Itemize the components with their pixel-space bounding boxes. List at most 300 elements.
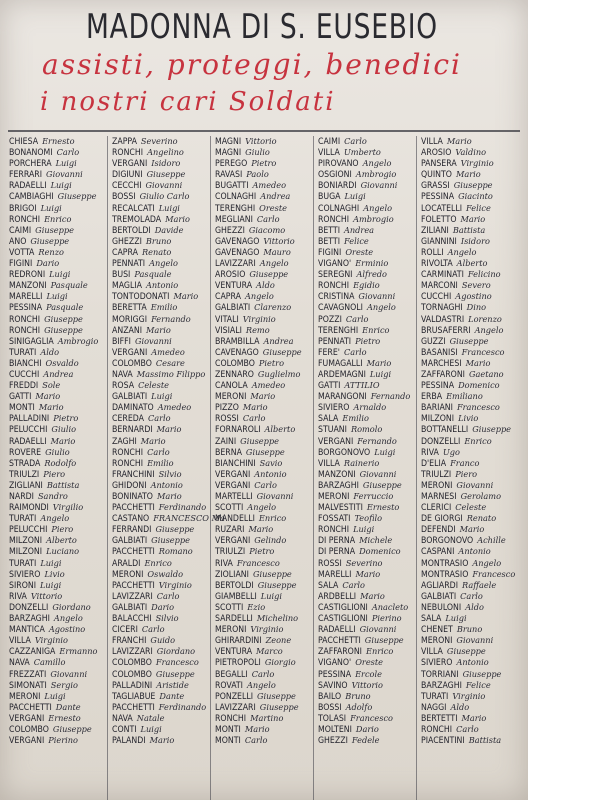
soldier-surname: MARNESI <box>421 492 457 502</box>
soldier-given-name: Giovanni <box>50 668 88 679</box>
soldier-entry <box>215 569 313 580</box>
soldier-entry <box>112 336 210 347</box>
soldier-given-name: Egidio <box>353 280 380 291</box>
soldier-given-name: Giuseppe <box>364 635 404 646</box>
soldier-given-name: Aldo <box>450 701 470 712</box>
soldier-given-name: Giuseppe <box>240 435 279 446</box>
soldier-given-name: Giuseppe <box>262 346 302 357</box>
soldier-given-name: Amedeo <box>252 180 287 191</box>
soldier-surname: VALDASTRI <box>421 314 465 325</box>
soldier-given-name: Ferdinando <box>158 701 207 712</box>
soldier-entry <box>421 691 519 702</box>
soldier-given-name: Francesco <box>350 712 393 723</box>
soldier-surname: MERONI <box>421 480 453 491</box>
soldier-given-name: Giuseppe <box>449 335 489 346</box>
soldier-entry <box>421 580 519 591</box>
soldier-entry <box>9 347 107 358</box>
soldier-entry <box>318 669 416 680</box>
soldier-given-name: Natale <box>136 712 165 723</box>
soldier-given-name: Renato <box>141 246 172 257</box>
soldier-given-name: Enrico <box>464 435 492 446</box>
soldier-surname: PALLADINI <box>112 680 153 691</box>
soldier-entry <box>215 558 313 569</box>
soldier-surname: BRIGOI <box>9 203 37 214</box>
soldier-surname: MARCONI <box>421 281 458 292</box>
soldier-given-name: Mario <box>50 435 76 446</box>
soldier-given-name: Luigi <box>369 368 392 379</box>
soldier-entry <box>9 413 107 424</box>
soldier-given-name: Oswaldo <box>147 568 184 579</box>
soldier-given-name: Carlo <box>141 624 165 635</box>
soldier-given-name: Giovanni <box>46 169 83 180</box>
soldier-given-name: Mario <box>146 324 171 335</box>
soldier-entry <box>215 391 313 402</box>
page-title: MADONNA DI S. EUSEBIO <box>86 7 438 47</box>
soldier-entry <box>9 535 107 546</box>
soldier-given-name: Mario <box>355 568 381 579</box>
soldier-entry <box>421 657 519 668</box>
soldier-given-name: Anacleto <box>371 601 409 612</box>
soldier-surname: VILLA <box>421 137 443 147</box>
soldier-given-name: Luigi <box>40 579 62 590</box>
soldier-given-name: Martino <box>250 712 284 723</box>
soldier-surname: PESSINA <box>9 303 43 314</box>
soldier-given-name: Luigi <box>50 180 72 191</box>
soldier-surname: CHIESA <box>9 137 39 147</box>
soldier-given-name: Isidoro <box>460 235 490 246</box>
soldier-given-name: Emilio <box>150 302 178 313</box>
soldier-given-name: Ferdinando <box>158 502 207 513</box>
soldier-surname: DIGIUNI <box>112 170 143 181</box>
soldier-surname: BOSSI <box>112 192 136 203</box>
soldier-entry <box>421 269 519 280</box>
soldier-surname: GALBIATI <box>215 303 251 314</box>
soldier-given-name: Angelo <box>244 291 274 302</box>
soldier-entry <box>9 136 107 147</box>
soldier-entry <box>112 513 225 525</box>
soldier-surname: PALANDI <box>112 736 146 747</box>
soldier-surname: PIACENTINI <box>421 736 465 747</box>
soldier-surname: VERGANI <box>9 736 45 747</box>
soldier-given-name: Silvio <box>158 468 182 479</box>
soldier-entry <box>9 546 107 557</box>
soldier-given-name: Andrea <box>344 224 375 235</box>
soldier-surname: ANZANI <box>112 325 143 336</box>
soldier-surname: CHENET <box>421 625 453 636</box>
soldier-entry <box>9 424 107 435</box>
soldier-given-name: Dante <box>55 701 81 712</box>
soldier-given-name: Carlo <box>244 735 268 746</box>
soldier-surname: SIVIERO <box>318 403 350 414</box>
soldier-surname: COLNAGHI <box>215 192 257 203</box>
soldier-entry <box>9 302 107 313</box>
soldier-surname: GATTI <box>318 381 341 392</box>
soldier-surname: MERONI <box>421 636 453 647</box>
soldier-given-name: Giovanni <box>145 180 183 191</box>
soldier-entry <box>421 613 519 624</box>
soldier-entry <box>112 147 210 158</box>
soldier-surname: FORNAROLI <box>215 425 261 436</box>
soldier-entry <box>9 558 107 569</box>
soldier-surname: FOSSATI <box>318 514 351 525</box>
soldier-surname: ROVERE <box>9 447 42 458</box>
soldier-surname: GAVENAGO <box>215 236 260 247</box>
soldier-entry <box>9 180 107 191</box>
soldier-entry <box>215 691 313 702</box>
soldier-given-name: Angelo <box>447 246 477 257</box>
soldier-surname: SALA <box>421 614 442 625</box>
soldier-surname: CAZZANIGA <box>9 647 56 658</box>
soldier-surname: PESSINA <box>421 192 455 203</box>
soldier-surname: D'ELIA <box>421 458 447 469</box>
soldier-given-name: Pietro <box>251 158 277 169</box>
soldier-surname: RIVA <box>215 558 233 569</box>
soldier-entry <box>9 735 107 746</box>
soldier-given-name: Amedeo <box>157 402 192 413</box>
soldier-given-name: Livio <box>44 568 65 579</box>
soldier-entry <box>215 236 313 247</box>
soldier-given-name: Sandro <box>37 491 68 501</box>
soldier-entry <box>215 713 313 724</box>
soldier-entry <box>318 180 416 191</box>
soldier-surname: MARCHESI <box>421 358 462 369</box>
soldier-given-name: Luigi <box>49 269 71 280</box>
soldier-given-name: Rodolfo <box>44 457 77 468</box>
soldier-given-name: Vittorio <box>351 679 383 690</box>
soldier-given-name: Teofilo <box>354 513 383 524</box>
soldier-surname: BORGONOVO <box>318 447 371 458</box>
soldier-surname: VERGANI <box>112 159 148 170</box>
soldier-surname: BOSSI <box>318 702 342 713</box>
soldier-entry <box>112 502 210 513</box>
soldier-given-name: Aldo <box>465 601 484 612</box>
soldier-surname: VERGANI <box>215 469 251 480</box>
soldier-surname: ZAFFARONI <box>318 647 362 658</box>
soldier-entry <box>421 247 519 258</box>
soldier-entry <box>9 336 107 347</box>
soldier-surname: DONZELLI <box>421 436 461 447</box>
soldier-surname: SIVIERO <box>421 658 453 669</box>
soldier-given-name: Virgilio <box>52 502 84 513</box>
soldier-given-name: Giuseppe <box>44 313 83 324</box>
soldier-entry <box>421 325 519 336</box>
soldier-surname: RIVA <box>9 591 27 602</box>
soldier-surname: ANO <box>9 236 27 247</box>
soldier-entry <box>215 469 313 480</box>
soldier-entry <box>215 602 313 613</box>
names-columns <box>6 136 520 800</box>
soldier-given-name: Mario <box>248 524 274 535</box>
soldier-surname: LAVIZZARI <box>215 259 256 270</box>
soldier-entry <box>112 580 210 591</box>
soldier-entry <box>421 646 519 657</box>
soldier-given-name: Bruno <box>345 690 371 701</box>
soldier-given-name: Luigi <box>44 690 66 701</box>
soldier-entry <box>318 546 416 557</box>
soldier-entry <box>318 691 416 702</box>
soldier-surname: MARELLI <box>318 569 352 580</box>
soldier-surname: BONANOMI <box>9 148 53 159</box>
soldier-given-name: Giulio <box>45 446 70 457</box>
soldier-entry <box>318 535 416 546</box>
soldier-entry <box>318 735 416 746</box>
soldier-surname: FREDDI <box>9 381 39 392</box>
soldier-entry <box>318 613 416 624</box>
soldier-given-name: Mario <box>35 391 61 402</box>
soldier-entry <box>215 347 313 358</box>
soldier-entry <box>215 413 313 424</box>
soldier-given-name: Giacomo <box>248 224 286 235</box>
soldier-given-name: Giovanni <box>359 468 397 479</box>
soldier-entry <box>112 225 210 236</box>
soldier-surname: SIVIERO <box>9 569 41 580</box>
soldier-given-name: Antonio <box>456 657 489 668</box>
soldier-surname: RONCHI <box>318 281 350 292</box>
soldier-surname: SIMONATI <box>9 680 47 691</box>
soldier-surname: NEBULONI <box>421 602 462 613</box>
soldier-entry <box>112 491 210 502</box>
soldier-entry <box>215 535 313 546</box>
soldier-surname: GIAMBELLI <box>215 591 257 602</box>
soldier-entry <box>318 380 416 391</box>
soldier-entry <box>215 358 313 369</box>
soldier-surname: ARDEMAGNI <box>318 369 366 380</box>
soldier-entry <box>112 480 210 491</box>
names-column-3 <box>212 136 314 800</box>
soldier-entry <box>9 380 107 391</box>
soldier-surname: CAIMI <box>318 137 341 147</box>
soldier-given-name: Angelo <box>363 202 393 213</box>
soldier-surname: MANZONI <box>9 281 47 292</box>
soldier-given-name: Michelino <box>256 613 299 624</box>
soldier-entry <box>112 158 210 169</box>
soldier-surname: GHEZZI <box>215 225 245 236</box>
soldier-entry <box>112 180 210 191</box>
soldier-entry <box>9 657 107 668</box>
soldier-surname: ROSA <box>112 381 135 392</box>
soldier-surname: VILLA <box>318 458 340 469</box>
soldier-given-name: Adolfo <box>345 701 373 712</box>
soldier-given-name: Sole <box>42 380 61 391</box>
soldier-given-name: Giulio <box>51 424 77 435</box>
soldier-entry <box>112 569 210 580</box>
soldier-given-name: Mario <box>156 424 182 435</box>
soldier-surname: LAVIZZARI <box>112 591 153 602</box>
soldier-surname: CRISTINA <box>318 292 355 303</box>
soldier-surname: GUZZI <box>421 336 446 347</box>
soldier-entry <box>421 724 519 735</box>
soldier-given-name: Felice <box>344 235 369 246</box>
soldier-entry <box>112 469 210 480</box>
soldier-entry <box>9 513 107 524</box>
soldier-given-name: Enrico <box>144 557 172 568</box>
soldier-given-name: Bruno <box>145 235 172 246</box>
soldier-given-name: Mauro <box>263 246 291 257</box>
soldier-given-name: Ferruccio <box>353 491 394 501</box>
soldier-given-name: Luigi <box>55 158 77 169</box>
soldier-given-name: Enrico <box>44 213 72 224</box>
soldier-given-name: Giovanni <box>456 479 494 490</box>
soldier-given-name: Mario <box>250 391 276 402</box>
soldier-entry <box>421 546 519 557</box>
soldier-given-name: Fernando <box>151 313 191 324</box>
soldier-entry <box>9 391 107 402</box>
soldier-given-name: Pietro <box>249 546 275 557</box>
soldier-entry <box>112 680 210 691</box>
soldier-surname: ZIOLIANI <box>215 569 249 580</box>
soldier-given-name: Severino <box>345 557 383 568</box>
soldier-surname: PACCHETTI <box>9 702 52 713</box>
soldier-surname: BAILO <box>318 691 342 702</box>
soldier-surname: CAPRA <box>112 247 138 258</box>
soldier-given-name: Francesco <box>456 402 500 413</box>
soldier-entry <box>215 502 313 513</box>
soldier-entry <box>318 314 416 325</box>
soldier-surname: RADAELLI <box>9 181 47 192</box>
soldier-surname: BARZAGHI <box>421 680 462 691</box>
soldier-entry <box>215 513 313 524</box>
soldier-given-name: Giacinto <box>458 191 493 202</box>
soldier-entry <box>215 180 313 191</box>
soldier-entry <box>112 624 210 635</box>
subtitle-line-2: i nostri cari Soldati <box>40 87 336 117</box>
soldier-surname: CECCHI <box>112 181 142 192</box>
soldier-surname: VENTURA <box>215 281 253 292</box>
soldier-surname: FIGINI <box>318 247 342 258</box>
soldier-given-name: Giuseppe <box>252 568 292 579</box>
soldier-given-name: Angelo <box>362 158 392 169</box>
soldier-entry <box>318 702 416 713</box>
soldier-given-name: Amedeo <box>251 380 286 391</box>
soldier-surname: MANZONI <box>318 469 356 480</box>
soldier-entry <box>318 602 416 613</box>
soldier-entry <box>215 436 313 447</box>
soldier-entry <box>215 169 313 180</box>
soldier-surname: ROLLI <box>421 247 444 258</box>
soldier-surname: LAVIZZARI <box>112 647 153 658</box>
soldier-surname: PENNATI <box>112 259 146 270</box>
soldier-surname: GATTI <box>9 392 32 403</box>
soldier-given-name: Dante <box>159 690 185 701</box>
soldier-given-name: Angelo <box>366 302 396 313</box>
soldier-entry <box>215 247 313 258</box>
soldier-entry <box>421 169 519 180</box>
soldier-given-name: Andrea <box>43 368 74 379</box>
soldier-entry <box>318 646 416 657</box>
soldier-given-name: Gelindo <box>254 535 287 546</box>
soldier-given-name: Giuseppe <box>446 646 486 657</box>
soldier-surname: CASTIGLIONI <box>318 614 368 625</box>
soldier-entry <box>9 436 107 447</box>
soldier-surname: VENTURA <box>215 647 253 658</box>
soldier-surname: PACCHETTI <box>112 503 155 514</box>
soldier-given-name: Paolo <box>246 169 269 180</box>
soldier-surname: DEFENDI <box>421 525 456 536</box>
soldier-given-name: Antonio <box>458 546 491 557</box>
soldier-entry <box>112 136 210 147</box>
soldier-entry <box>112 591 210 602</box>
soldier-given-name: Emiliano <box>446 391 483 402</box>
soldier-given-name: Giulio Carlo <box>139 191 190 202</box>
soldier-given-name: Giuseppe <box>44 324 83 335</box>
soldier-given-name: Luigi <box>353 524 375 535</box>
soldier-given-name: Gerolamo <box>460 491 501 501</box>
soldier-entry <box>9 713 107 724</box>
soldier-entry <box>421 569 519 580</box>
soldier-surname: PANSERA <box>421 159 457 170</box>
soldier-surname: CASTIGLIONI <box>318 602 368 613</box>
soldier-surname: TRIULZI <box>9 469 40 480</box>
soldier-surname: BASANISI <box>421 347 458 358</box>
soldier-entry <box>421 225 519 236</box>
soldier-given-name: Francesco <box>472 568 516 579</box>
soldier-surname: SINIGAGLIA <box>9 336 54 347</box>
soldier-given-name: Carlo <box>254 479 277 490</box>
soldier-given-name: Ernesto <box>48 712 81 723</box>
soldier-given-name: Sergio <box>50 679 78 690</box>
soldier-surname: VIGANO' <box>318 658 352 669</box>
soldier-surname: PIETROPOLI <box>215 658 261 669</box>
soldier-entry <box>215 724 313 735</box>
soldier-entry <box>9 524 107 535</box>
soldier-entry <box>9 191 107 202</box>
soldier-surname: MERONI <box>215 392 247 403</box>
soldier-surname: CUCCHI <box>9 369 40 380</box>
soldier-given-name: Erminio <box>355 258 389 269</box>
soldier-surname: VOTTA <box>9 247 35 258</box>
soldier-surname: RADAELLI <box>9 436 47 447</box>
soldier-given-name: Cesare <box>155 357 185 368</box>
soldier-entry <box>215 735 313 746</box>
soldier-entry <box>112 347 210 358</box>
soldier-surname: GIANNINI <box>421 236 457 247</box>
soldier-entry <box>112 247 210 258</box>
soldier-surname: PESSINA <box>318 669 352 680</box>
soldier-given-name: Giuseppe <box>472 424 512 435</box>
names-list-5 <box>418 136 519 746</box>
soldier-given-name: Dario <box>355 723 379 734</box>
soldier-surname: BUGATTI <box>215 181 249 192</box>
soldier-surname: PONZELLI <box>215 691 254 702</box>
soldier-entry <box>318 258 416 269</box>
soldier-entry <box>318 635 416 646</box>
soldier-entry <box>421 458 519 469</box>
soldier-given-name: Dario <box>151 601 175 612</box>
soldier-given-name: Giovanni <box>358 291 396 302</box>
soldier-surname: BONINATO <box>112 492 153 502</box>
soldier-entry <box>112 602 210 613</box>
soldier-entry <box>112 669 210 680</box>
soldier-surname: FIGINI <box>9 259 33 270</box>
soldier-surname: PACCHETTI <box>318 636 361 647</box>
soldier-surname: BERTOLDI <box>215 580 254 591</box>
soldier-surname: ZAFFARONI <box>421 369 465 380</box>
soldier-given-name: Carlo <box>342 579 365 590</box>
soldier-given-name: Giordano <box>156 646 196 657</box>
soldier-surname: GALBIATI <box>112 392 148 403</box>
soldier-entry <box>318 580 416 591</box>
soldier-entry <box>215 702 313 713</box>
soldier-entry <box>215 269 313 280</box>
soldier-entry <box>421 314 519 325</box>
soldier-entry <box>318 413 416 424</box>
soldier-given-name: Andrea <box>260 191 291 202</box>
soldier-given-name: Angelo <box>40 513 70 524</box>
soldier-surname: DE GIORGI <box>421 514 463 525</box>
soldier-surname: COLOMBO <box>112 658 152 669</box>
soldier-entry <box>9 247 107 258</box>
soldier-entry <box>421 702 519 713</box>
